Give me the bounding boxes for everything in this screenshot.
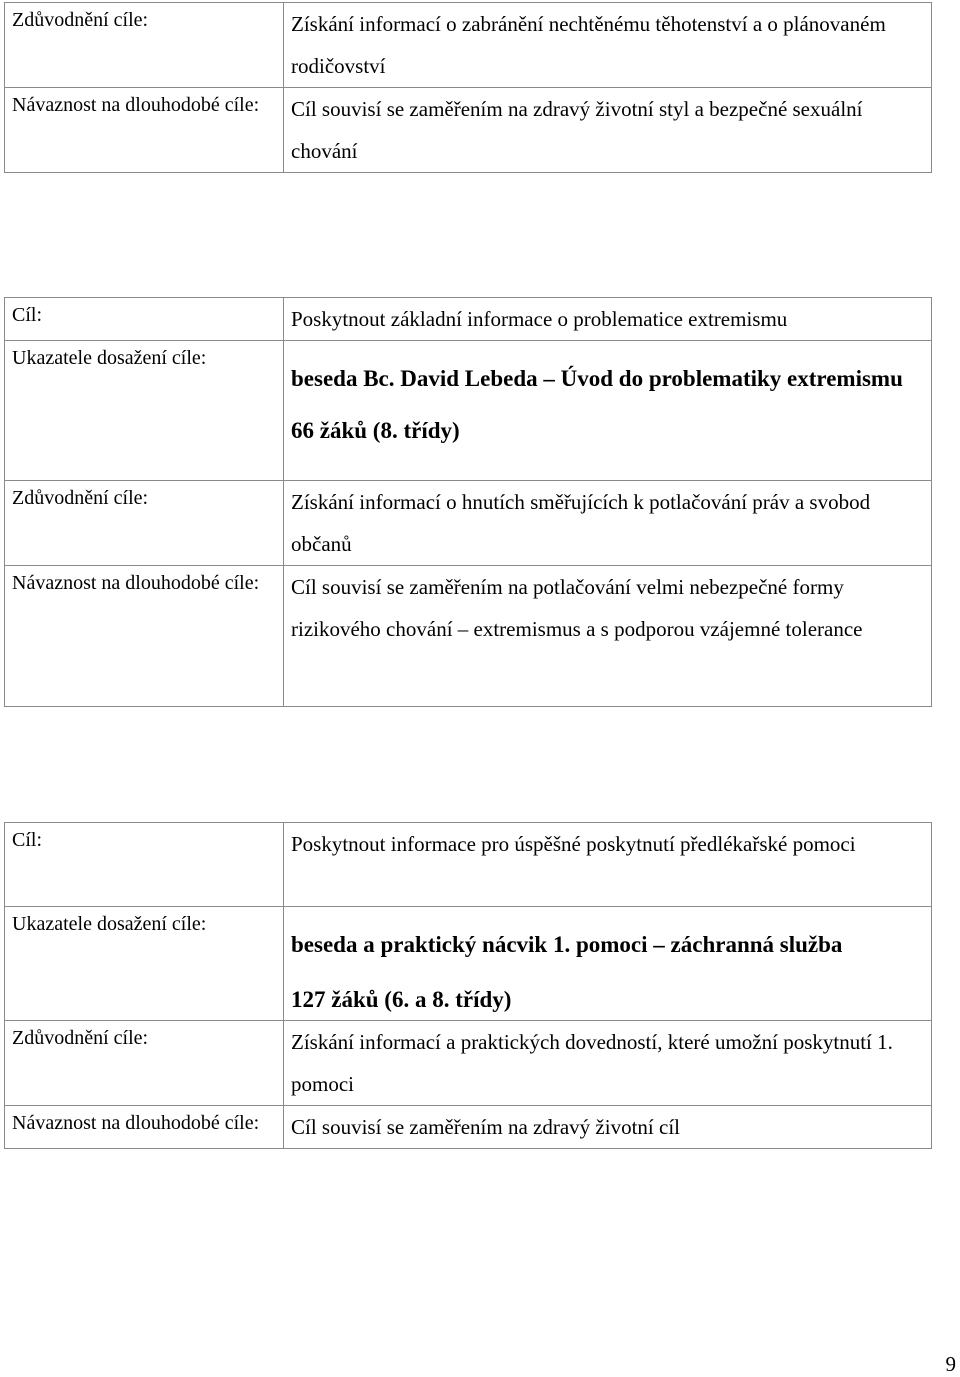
row-label-cell xyxy=(5,1021,284,1106)
indicator-participants: 66 žáků (8. třídy) xyxy=(291,418,460,443)
row-label: Ukazatele dosažení cíle: xyxy=(12,347,207,369)
row-value-cell xyxy=(284,88,932,173)
row-value-cell xyxy=(284,341,932,481)
row-label: Cíl: xyxy=(12,829,43,851)
row-value-cell xyxy=(284,3,932,88)
row-label: Ukazatele dosažení cíle: xyxy=(12,913,207,935)
page-number: 9 xyxy=(945,1352,956,1376)
row-value: Cíl souvisí se zaměřením na zdravý životní cíl xyxy=(291,1115,680,1139)
indicator-participants: 127 žáků (6. a 8. třídy) xyxy=(291,987,512,1012)
row-value: Cíl souvisí se zaměřením na zdravý životní styl a bezpečné sexuální chování xyxy=(291,97,863,163)
row-label: Zdůvodnění cíle: xyxy=(12,1027,149,1049)
row-value: Získání informací a praktických dovedností, které umožní poskytnutí 1. pomoci xyxy=(291,1030,893,1096)
row-label: Návaznost na dlouhodobé cíle: xyxy=(12,94,260,116)
table-row xyxy=(5,907,932,1021)
row-value: Získání informací o hnutích směřujících k potlačování práv a svobod občanů xyxy=(291,490,871,556)
table-row xyxy=(5,88,932,173)
table-row xyxy=(5,1106,932,1149)
row-label-cell xyxy=(5,566,284,707)
row-value: Poskytnout základní informace o problematice extremismu xyxy=(291,307,788,331)
row-value: Získání informací o zabránění nechtěnému těhotenství a o plánovaném rodičovství xyxy=(291,12,886,78)
row-label-cell xyxy=(5,341,284,481)
row-label: Návaznost na dlouhodobé cíle: xyxy=(12,572,260,594)
table-row xyxy=(5,3,932,88)
indicator-event: beseda Bc. David Lebeda – Úvod do problematiky extremismu xyxy=(291,366,903,391)
row-label-cell xyxy=(5,1106,284,1149)
indicator-event: beseda a praktický nácvik 1. pomoci – záchranná služba xyxy=(291,932,843,957)
table-row xyxy=(5,823,932,907)
row-value: Poskytnout informace pro úspěšné poskytnutí předlékařské pomoci xyxy=(291,832,856,856)
row-label-cell xyxy=(5,88,284,173)
row-value-cell xyxy=(284,823,932,907)
table-row xyxy=(5,566,932,707)
row-value-cell xyxy=(284,907,932,1021)
row-value-cell xyxy=(284,481,932,566)
row-label-cell xyxy=(5,907,284,1021)
table-row xyxy=(5,298,932,341)
goal-table-1 xyxy=(4,2,932,173)
row-value-cell xyxy=(284,298,932,341)
table-row xyxy=(5,481,932,566)
row-value-cell xyxy=(284,566,932,707)
row-value-cell xyxy=(284,1106,932,1149)
row-label: Cíl: xyxy=(12,304,43,326)
row-label: Návaznost na dlouhodobé cíle: xyxy=(12,1112,260,1134)
row-label: Zdůvodnění cíle: xyxy=(12,9,149,31)
row-label-cell xyxy=(5,298,284,341)
row-label-cell xyxy=(5,3,284,88)
row-value-cell xyxy=(284,1021,932,1106)
table-row xyxy=(5,1021,932,1106)
table-row xyxy=(5,341,932,481)
goal-table-3 xyxy=(4,822,932,1149)
row-label-cell xyxy=(5,481,284,566)
row-label: Zdůvodnění cíle: xyxy=(12,487,149,509)
row-label-cell xyxy=(5,823,284,907)
goal-table-2 xyxy=(4,297,932,707)
row-value: Cíl souvisí se zaměřením na potlačování velmi nebezpečné formy rizikového chování – extremismus a s podporou vzájemné tolerance xyxy=(291,575,863,641)
